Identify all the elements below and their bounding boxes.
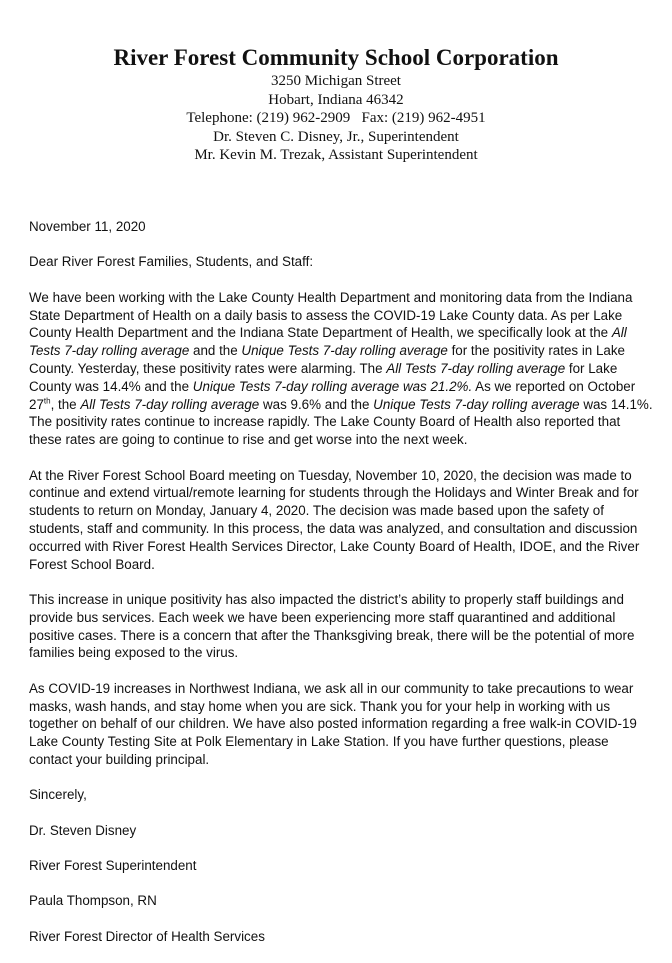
p1-italic-d: Unique Tests 7-day rolling average [241, 343, 448, 359]
paragraph-staffing-impact: This increase in unique positivity has also impacted the district’s ability to properly staff buildings and provide bus services. Each week we have been experiencing more staff quarantined and additional positive cases. There is a concern that after the Thanksgiving break, there will be the potential of more families being exposed to the virus. [29, 591, 635, 661]
signer-line: Dr. Steven Disney [29, 822, 137, 838]
p1-text-g: for Lake County was 14.4% and the [29, 360, 618, 394]
p1-text-e: for the positivity rates in Lake County. Yesterday, these positivity rates were alarming. The [29, 343, 625, 376]
letterhead [0, 44, 672, 165]
p1-text-a: We have been working with the Lake County Health Department and monitoring data from the Indiana State Department of Health on a daily basis to assess the COVID-19 Lake County data. As per Lake County Health Department and the Indiana State Department of Health, we specifically look at the [29, 289, 633, 341]
p1-superscript: th [43, 396, 51, 406]
paragraph-precautions: As COVID-19 increases in Northwest Indiana, we ask all in our community to take precautions to wear masks, wash hands, and stay home when you are sick. Thank you for your help in working with us together on behalf of our children. We have also posted information regarding a free walk-in COVID-19 Lake County Testing Site at Polk Elementary in Lake Station. If you have further questions, please contact your building principal. [29, 680, 637, 767]
signer-line: River Forest Superintendent [29, 858, 197, 874]
assistant-superintendent-line: Mr. Kevin M. Trezak, Assistant Superintendent [194, 147, 478, 163]
p1-italic-f: All Tests 7-day rolling average [386, 360, 566, 376]
p1-text-c: and the [189, 343, 242, 359]
phone-fax: Telephone: (219) 962-2909 Fax: (219) 962-4951 [186, 110, 486, 126]
p1-text-j: , the [50, 396, 81, 412]
p1-text-l: was 9.6% and the [259, 396, 374, 412]
superintendent-line: Dr. Steven C. Disney, Jr., Superintendent [213, 128, 459, 145]
city-state-zip: Hobart, Indiana 46342 [268, 91, 404, 108]
salutation: Dear River Forest Families, Students, and Staff: [29, 254, 314, 270]
p1-text-n: was 14.1%. The positivity rates continue to increase rapidly. The Lake County Board of Health also reported that these rates are going to continue to rise and get worse into the next week. [29, 396, 653, 448]
signer-line: Paula Thompson, RN [29, 893, 157, 909]
street-address: 3250 Michigan Street [271, 73, 401, 89]
paragraph-positivity-rates [29, 289, 653, 449]
p1-italic-k: All Tests 7-day rolling average [80, 396, 260, 412]
p1-italic-b: All Tests 7-day rolling average [29, 325, 627, 359]
paragraph-board-decision: At the River Forest School Board meeting on Tuesday, November 10, 2020, the decision was made to continue and extend virtual/remote learning for students through the Holidays and Winter Break and for students to return on Monday, January 4, 2020. The decision was made based upon the safety of students, staff and community. In this process, the data was analyzed, and consultation and discussion occurred with River Forest Health Services Director, Lake County Board of Health, IDOE, and the River Forest School Board. [29, 467, 640, 572]
p1-italic-m: Unique Tests 7-day rolling average [373, 396, 580, 412]
letter-date: November 11, 2020 [29, 219, 146, 234]
letter-body [29, 218, 653, 963]
p1-text-i: As we reported on October 27 [29, 378, 636, 412]
signer-line: River Forest Director of Health Services [29, 928, 265, 944]
closing: Sincerely, [29, 787, 87, 803]
org-name: River Forest Community School Corporation [113, 45, 559, 70]
p1-italic-h: Unique Tests 7-day rolling average was 21.2%. [192, 378, 473, 394]
